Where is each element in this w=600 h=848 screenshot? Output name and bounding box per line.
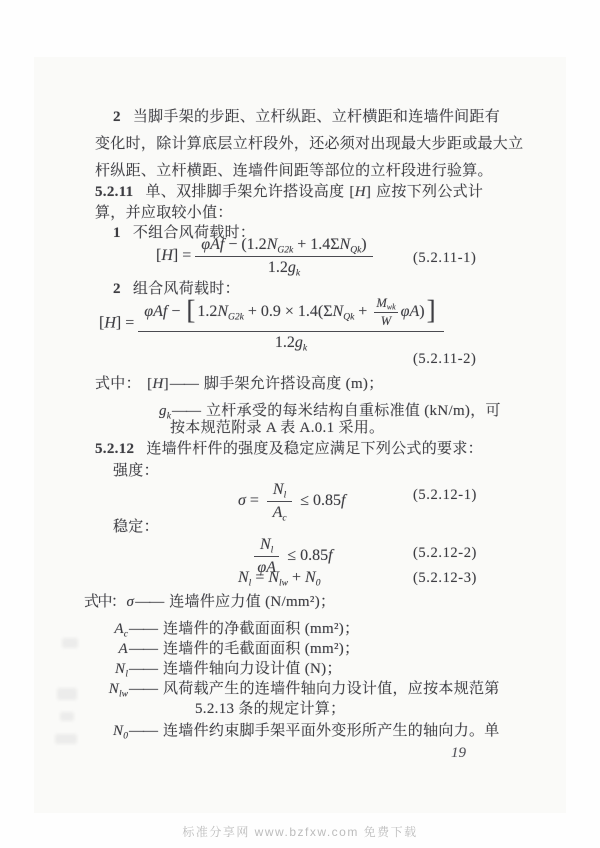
clause-5-2-11-heading (95, 183, 483, 202)
where-definition-A (84, 640, 359, 659)
math-token: ] (365, 184, 372, 200)
equation-number-5-2-12-1 (413, 487, 477, 504)
math-token: σ (126, 594, 135, 610)
math-token: N (305, 569, 316, 586)
math-token: [ (99, 314, 105, 332)
fraction-numerator (138, 296, 443, 332)
math-token: + (354, 303, 372, 321)
definition-dash: —— (172, 403, 200, 419)
scan-artifact (60, 712, 74, 721)
definition-dash: —— (129, 641, 157, 657)
equation-number-5-2-11-1 (413, 250, 476, 267)
math-subscript: 0 (123, 731, 128, 742)
math-subscript: c (282, 513, 287, 524)
where-definition-Nlw-continued (195, 700, 345, 719)
definition-text: 连墙件的净截面面积 (mm²)； (163, 621, 360, 637)
math-token: [ (349, 184, 355, 200)
clause-item-number: 2 (113, 109, 121, 125)
body-text: 算，并应取较小值： (95, 205, 233, 221)
definition-text: 连墙件的毛截面面积 (mm²)； (163, 641, 360, 657)
math-token: H (152, 376, 164, 392)
fraction-numerator (254, 536, 279, 557)
body-text: 连墙件杆件的强度及稳定应满足下列公式的要求： (146, 441, 483, 457)
inner-fraction (374, 296, 397, 329)
formula-5-2-11-1 (156, 236, 377, 277)
definition-dash: —— (135, 594, 164, 610)
equation-label: (5.2.12-2) (413, 545, 477, 561)
formula-lhs (99, 315, 134, 332)
math-token: 1.2 (274, 334, 295, 351)
fraction-denominator (381, 313, 391, 329)
math-token: σ (238, 492, 246, 510)
right-bracket: ] (426, 295, 436, 325)
math-token: ≤ 0.85 (296, 492, 342, 510)
scan-artifact (57, 688, 77, 700)
equation-label: (5.2.12-1) (413, 487, 477, 503)
math-subscript: G2k (228, 312, 244, 323)
body-text: 稳定： (113, 519, 159, 535)
scan-artifact (62, 638, 78, 648)
math-token: M (376, 296, 387, 310)
math-token: φAf (201, 236, 225, 253)
equation-number-5-2-11-2 (413, 351, 476, 368)
math-token: g (294, 334, 303, 351)
where-definition-Nlw (84, 680, 500, 699)
definition-text: 立杆承受的每米结构自重标准值 (kN/m)，可 (206, 403, 501, 419)
definition-term (84, 722, 128, 741)
equation-number-5-2-12-3 (413, 570, 477, 587)
page-number (451, 745, 466, 762)
clause-item-number: 2 (113, 281, 121, 297)
math-token: A (114, 621, 124, 637)
body-text: 单、双排脚手架允许搭设高度 (145, 184, 345, 200)
math-subscript: Qk (350, 245, 362, 256)
definition-dash: —— (129, 661, 157, 677)
body-text: 杆纵距、立杆横距、连墙件间距等部位的立杆段进行验算。 (95, 163, 493, 179)
equation-number-5-2-12-2 (413, 545, 477, 562)
math-token: N (260, 536, 271, 553)
math-token: N (268, 569, 280, 586)
math-token: N (115, 661, 126, 677)
equation-label: (5.2.11-2) (413, 351, 477, 367)
fraction-denominator (268, 257, 300, 277)
math-token: N (339, 236, 351, 253)
math-token: + 1.4Σ (293, 236, 340, 253)
math-subscript: l (125, 669, 128, 680)
stability-label (113, 518, 159, 537)
math-subscript: Qk (343, 312, 355, 323)
clause-5-2-11-line-2 (95, 204, 233, 223)
math-token: 1.2 (267, 259, 288, 276)
math-subscript: lw (279, 578, 288, 589)
math-token: N (332, 303, 344, 321)
math-token: N (108, 681, 120, 697)
math-token: A (272, 504, 283, 521)
paragraph-2-line-3 (95, 162, 493, 181)
math-token: ] = (172, 247, 192, 265)
math-token: [ (147, 376, 153, 392)
math-token: H (161, 247, 173, 265)
where-definition-H (95, 375, 384, 394)
math-token: N (238, 569, 249, 586)
math-token: g (287, 259, 296, 276)
definition-dash: —— (129, 681, 157, 697)
definition-dash: —— (169, 376, 198, 392)
math-token: f (341, 492, 346, 510)
formula-5-2-12-1 (238, 481, 345, 522)
math-token: ) (361, 236, 367, 253)
clause-number: 5.2.12 (95, 441, 135, 457)
formula-5-2-12-3 (238, 569, 320, 587)
math-token: 1.2 (197, 303, 218, 321)
fraction (195, 236, 372, 277)
paragraph-2-line-2 (95, 135, 523, 154)
math-subscript: lw (119, 689, 128, 700)
fraction-numerator (374, 296, 397, 313)
math-symbol-H (349, 184, 371, 200)
definition-term (84, 680, 128, 699)
where-prefix: 式中： (95, 376, 141, 392)
math-token: ) (419, 303, 425, 321)
fraction-denominator (275, 332, 307, 352)
math-token: W (380, 314, 392, 328)
math-token: ] = (115, 314, 135, 332)
math-token: H (354, 184, 366, 200)
where-prefix: 式中： (84, 594, 125, 610)
math-subscript: k (166, 411, 171, 422)
definition-term (141, 375, 169, 394)
where-definition-N0 (84, 722, 500, 741)
math-subscript: l (270, 545, 274, 556)
definition-term (84, 640, 128, 659)
body-text: 应按下列公式计 (376, 184, 484, 200)
definition-text: 脚手架允许搭设高度 (m)； (203, 376, 384, 392)
definition-dash: —— (129, 723, 157, 739)
formula-5-2-11-2 (99, 296, 448, 352)
math-token: φA (257, 559, 276, 576)
math-subscript: k (302, 343, 308, 354)
body-text: 变化时，除计算底层立杆段外，还必须对出现最大步距或最大立 (95, 136, 524, 152)
definition-text: 连墙件应力值 (N/mm²)； (169, 594, 336, 610)
watermark (0, 823, 600, 840)
page-number-text: 19 (451, 745, 466, 761)
paragraph-2-line-1 (113, 108, 500, 127)
fraction-numerator (267, 481, 292, 502)
math-subscript: wk (386, 302, 396, 312)
equation-label: (5.2.12-3) (413, 570, 477, 586)
body-text: 不组合风荷载时： (132, 225, 256, 241)
math-subscript: k (295, 268, 301, 279)
math-token: = (245, 492, 263, 510)
math-subscript: l (283, 490, 287, 501)
definition-dash: —— (129, 621, 157, 637)
math-token: ≤ 0.85 (283, 547, 329, 565)
definition-text: 连墙件轴向力设计值 (N)； (163, 661, 342, 677)
math-token: + (288, 569, 306, 586)
strength-label (113, 462, 159, 481)
definition-text: 按本规范附录 A 表 A.0.1 采用。 (170, 420, 385, 436)
definition-text: 风荷载产生的连墙件轴向力设计值，应按本规范第 (163, 681, 500, 697)
math-token: g (158, 403, 167, 419)
math-token: − (167, 303, 185, 321)
math-token: A (118, 641, 128, 657)
math-token: N (217, 303, 229, 321)
fraction-numerator (195, 236, 372, 257)
math-subscript: l (248, 578, 252, 589)
formula-lhs (156, 247, 191, 264)
math-token: = (251, 569, 269, 586)
definition-text: 5.2.13 条的规定计算； (195, 701, 346, 717)
scan-artifact (55, 734, 77, 744)
left-bracket: [ (186, 295, 196, 325)
where-definition-Ac (84, 620, 359, 639)
body-text: 当脚手架的步距、立杆纵距、立杆横距和连墙件间距有 (132, 109, 501, 125)
math-token: φAf (144, 303, 168, 321)
math-subscript: 0 (315, 578, 321, 589)
body-text: 组合风荷载时： (132, 281, 240, 297)
where-definition-gk-continued (170, 419, 384, 438)
math-subscript: G2k (277, 245, 294, 256)
where-definition-sigma (84, 593, 335, 612)
math-token: + 0.9 × 1.4(Σ (243, 303, 333, 321)
math-token: N (266, 236, 278, 253)
clause-5-2-12-heading (95, 440, 483, 459)
math-token: N (272, 481, 284, 498)
fraction (138, 296, 443, 352)
where-definition-Nl (84, 660, 342, 679)
definition-text: 连墙件约束脚手架平面外变形所产生的轴向力。单 (163, 723, 500, 739)
math-token: f (328, 547, 333, 565)
body-text: 强度： (113, 463, 159, 479)
math-token: ] (163, 376, 169, 392)
math-subscript: c (123, 629, 128, 640)
definition-term (84, 620, 128, 639)
fraction-denominator (273, 502, 287, 522)
watermark-text: 标准分享网 www.bzfxw.com 免费下载 (182, 825, 418, 839)
math-token: φA (400, 303, 420, 321)
clause-number: 5.2.11 (95, 184, 134, 200)
equation-label: (5.2.11-1) (413, 250, 477, 266)
math-token: H (104, 314, 116, 332)
definition-term (84, 660, 128, 679)
fraction (267, 481, 292, 522)
math-token: − (1.2 (224, 236, 267, 253)
math-token: N (112, 723, 124, 739)
math-token: [ (156, 247, 162, 265)
definition-term (143, 402, 171, 421)
clause-item-number: 1 (113, 225, 121, 241)
